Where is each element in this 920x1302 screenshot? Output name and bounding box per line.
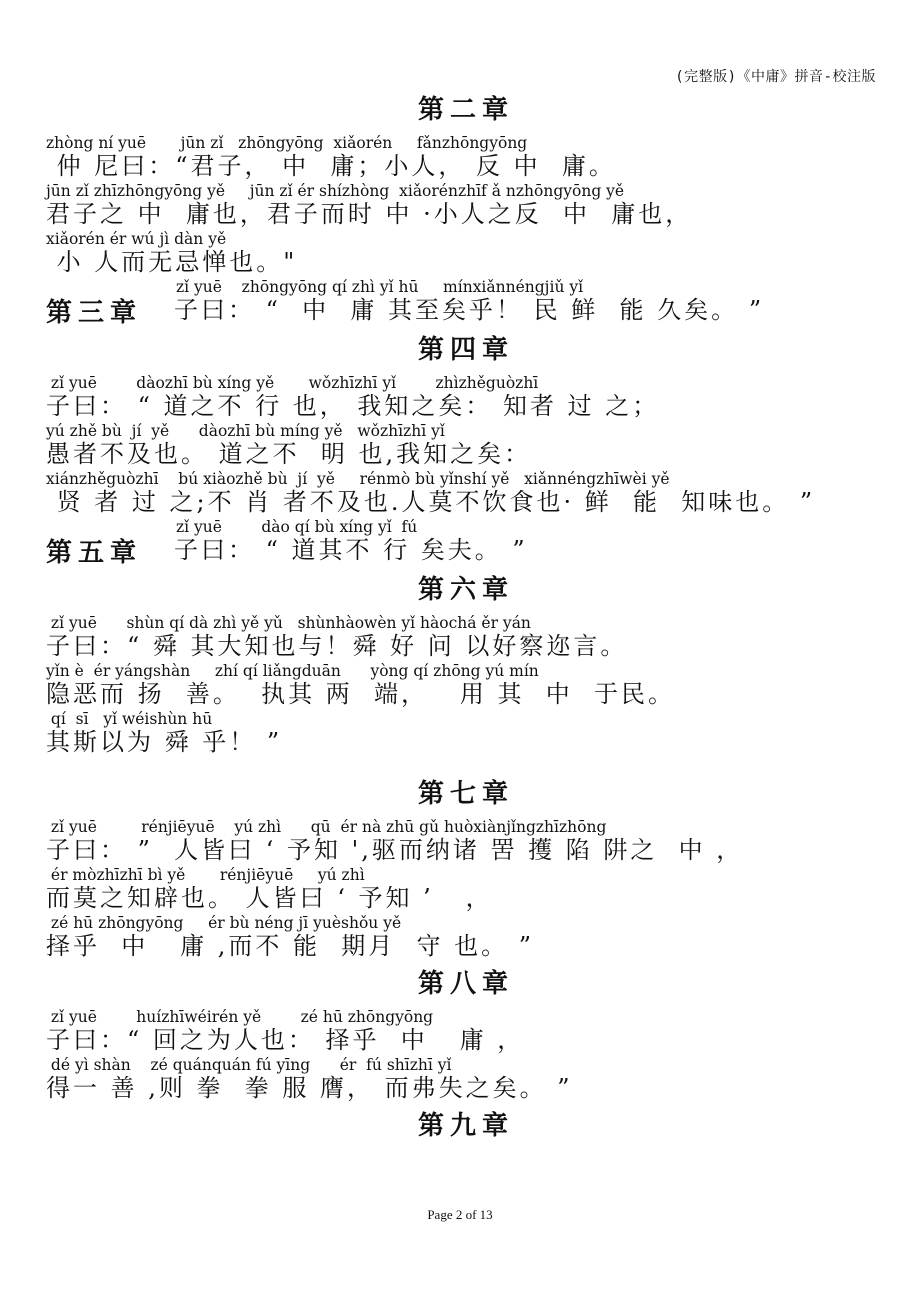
hanzi-line: 子曰：“ 舜 其大知也与！舜 好 问 以好察迩言。 (46, 632, 628, 660)
pinyin-line: zǐ yuē dàozhī bù xíng yě wǒzhīzhī yǐ zhìzhěguòzhī (46, 374, 539, 392)
chapter-heading: 第六章 (417, 575, 514, 605)
text-line (46, 230, 886, 278)
text-line (46, 1008, 886, 1056)
text-line (46, 710, 886, 758)
hanzi-line: 而莫之知辟也。 人皆曰 ‘ 予知 ’ ， (46, 884, 493, 912)
chapter-heading: 第九章 (417, 1111, 514, 1141)
text-line (46, 614, 886, 662)
pinyin-line: xiánzhěguòzhī bú xiàozhě bù jí yě rénmò bù yǐnshí yě xiǎnnéngzhīwèi yě (46, 470, 670, 488)
chapter-heading: 第七章 (417, 779, 514, 809)
hanzi-line: 择乎 中 庸 ,而不 能 期月 守 也。 ” (46, 932, 535, 960)
text-line (46, 182, 886, 230)
chapter-inline (46, 518, 886, 568)
hanzi-line: 子曰： “ 中 庸 其至矣乎！ 民 鲜 能 久矣。 ” (174, 296, 765, 324)
pinyin-line: dé yì shàn zé quánquán fú yīng ér fú shīzhī yǐ (46, 1056, 452, 1074)
chapter-heading: 第二章 (417, 95, 514, 125)
pinyin-line: ér mòzhīzhī bì yě rénjiēyuē yú zhì (46, 866, 365, 884)
hanzi-line: 君子之 中 庸也，君子而时 中 ·小人之反 中 庸也， (46, 200, 693, 228)
text-line (46, 914, 886, 962)
hanzi-line: 小 人而无忌惮也。" (46, 248, 298, 276)
document-body (46, 88, 886, 1150)
hanzi-line: 隐恶而 扬 善。 执其 两 端， 用 其 中 于民。 (46, 680, 676, 708)
pinyin-line: zé hū zhōngyōng ér bù néng jī yuèshǒu yě (46, 914, 402, 932)
page-header: (完整版)《中庸》拼音-校注版 (675, 69, 876, 85)
hanzi-line: 得一 善 ,则 拳 拳 服 膺， 而弗失之矣。 ” (46, 1074, 573, 1102)
chapter-heading: 第八章 (417, 969, 514, 999)
hanzi-line: 子曰： ” 人皆曰 ‘ 予知 ',驱而纳诸 罟 擭 陷 阱之 中 ， (46, 836, 744, 864)
page-number: Page 2 of 13 (427, 1207, 493, 1222)
text-line (46, 662, 886, 710)
pinyin-line: jūn zǐ zhīzhōngyōng yě jūn zǐ ér shízhòng xiǎorénzhīf ǎ nzhōngyōng yě (46, 182, 625, 200)
pinyin-line: qí sī yǐ wéishùn hū (46, 710, 213, 728)
text-line (46, 866, 886, 914)
pinyin-line: zhòng ní yuē jūn zǐ zhōngyōng xiǎorén fǎnzhōngyōng (46, 134, 528, 152)
text-line (46, 374, 886, 422)
hanzi-line: 其斯以为 舜 乎！ ” (46, 728, 283, 756)
chapter-heading: 第五章 (46, 538, 143, 568)
chapter-heading: 第三章 (46, 298, 143, 328)
pinyin-line: yǐn è ér yángshàn zhí qí liǎngduān yòng qí zhōng yú mín (46, 662, 539, 680)
pinyin-line: zǐ yuē shùn qí dà zhì yě yǔ shùnhàowèn yǐ hàochá ěr yán (46, 614, 531, 632)
hanzi-line: 子曰： “ 道之不 行 也， 我知之矣： 知者 过 之； (46, 392, 660, 420)
pinyin-line: xiǎorén ér wú jì dàn yě (46, 230, 227, 248)
text-line (46, 470, 886, 518)
hanzi-line: 愚者不及也。 道之不 明 也,我知之矣： (46, 440, 532, 468)
hanzi-line: 子曰： “ 道其不 行 矣夫。 ” (174, 536, 528, 564)
text-line (46, 818, 886, 866)
hanzi-line: 贤 者 过 之;不 肖 者不及也.人莫不饮食也· 鲜 能 知味也。 ” (46, 488, 816, 516)
hanzi-line: 子曰：“ 回之为人也： 择乎 中 庸 ， (46, 1026, 525, 1054)
text-line (46, 1056, 886, 1104)
chapter-heading: 第四章 (417, 335, 514, 365)
pinyin-line: zǐ yuē rénjiēyuē yú zhì qū ér nà zhū gǔ huòxiànjǐngzhīzhōng (46, 818, 607, 836)
pinyin-line: yú zhě bù jí yě dàozhī bù míng yě wǒzhīzhī yǐ (46, 422, 445, 440)
text-line (46, 134, 886, 182)
chapter-inline (46, 278, 886, 328)
pinyin-line: zǐ yuē zhōngyōng qí zhì yǐ hū mínxiǎnnéngjiǔ yǐ (176, 278, 584, 296)
text-line (46, 422, 886, 470)
pinyin-line: zǐ yuē huízhīwéirén yě zé hū zhōngyōng (46, 1008, 434, 1026)
hanzi-line: 仲 尼曰：“君子， 中 庸；小人， 反 中 庸。 (46, 152, 616, 180)
pinyin-line: zǐ yuē dào qí bù xíng yǐ fú (176, 518, 418, 536)
